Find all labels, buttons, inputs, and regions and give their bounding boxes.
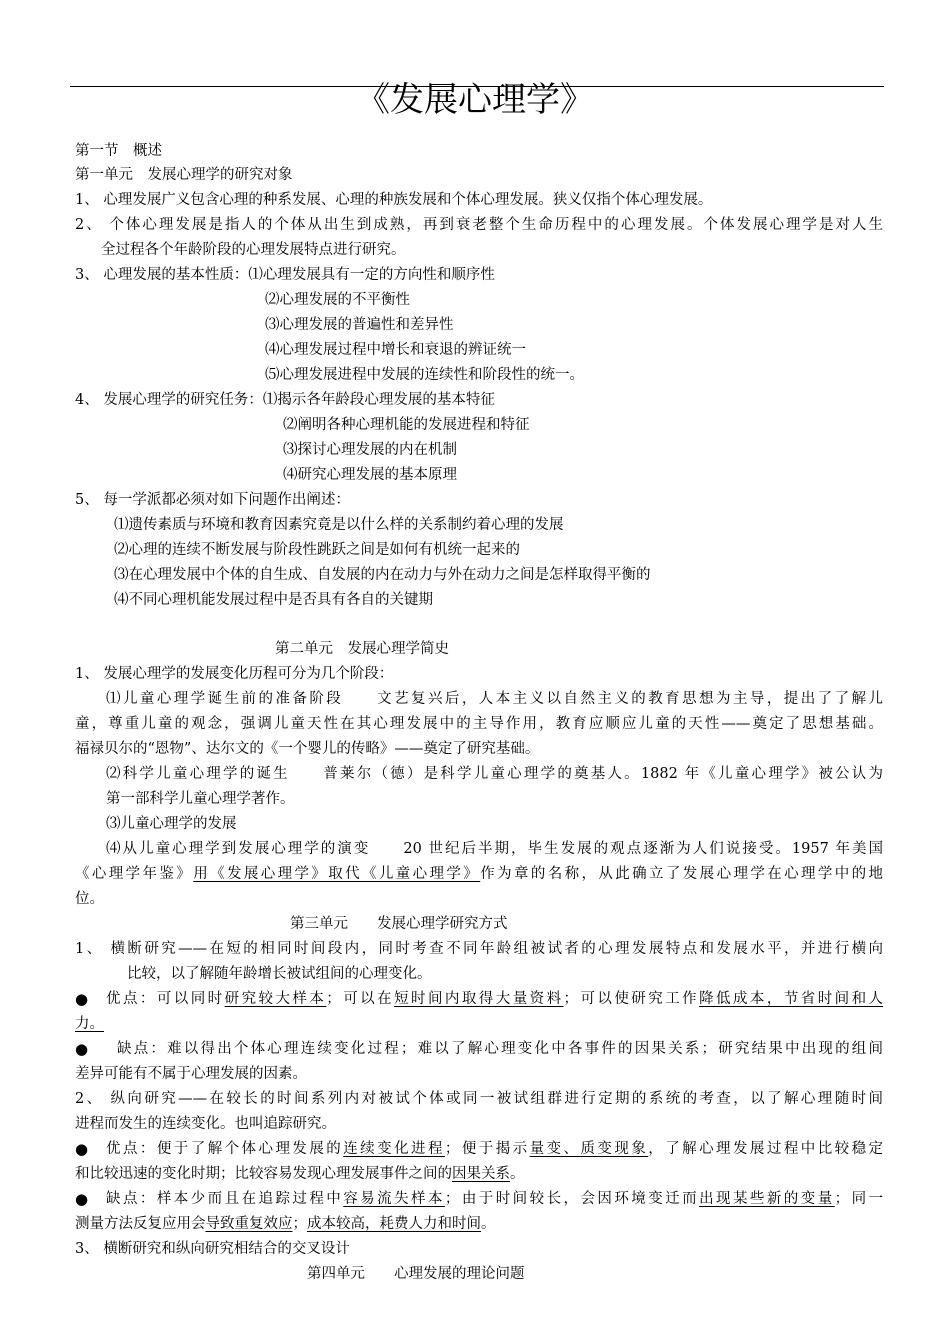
cross-sectional-advantages: 优点：可以同时研究较大样本；可以在短时间内取得大量资料；可以使研究工作降低成本，节省时间和人 (106, 991, 884, 1007)
document-title: 《发展心理学》 (356, 80, 594, 120)
unit1-item-3-sub: ⑶心理发展的普遍性和差异性 (265, 317, 454, 333)
unit3-item-1-cont: 比较，以了解随年龄增长被试组间的心理变化。 (127, 966, 432, 982)
unit1-heading: 第一单元 发展心理学的研究对象 (75, 167, 293, 183)
unit1-item-4-sub: ⑶探讨心理发展的内在机制 (283, 442, 457, 458)
unit2-stage-2: ⑵科学儿童心理学的诞生 普莱尔（德）是科学儿童心理学的奠基人。1882 年《儿童心理学》被公认为 (106, 766, 883, 782)
unit1-item-2: 2、 个体心理发展是指人的个体从出生到成熟，再到衰老整个生命历程中的心理发展。个体发展心理学是对人生 (75, 217, 883, 233)
unit3-item-2-cont: 进程而发生的连续变化。也叫追踪研究。 (75, 1116, 336, 1132)
unit1-item-5-sub: ⑶在心理发展中个体的自生成、自发展的内在动力与外在动力之间是怎样取得平衡的 (114, 567, 651, 583)
unit2-heading: 第二单元 发展心理学简史 (275, 641, 449, 657)
bullet-icon: ● (75, 1190, 89, 1208)
unit2-stage-4: ⑷从儿童心理学到发展心理学的演变 20 世纪后半期，毕生发展的观点逐渐为人们说接受。1957 年美国 (106, 841, 883, 857)
unit1-item-3-sub: ⑸心理发展进程中发展的连续性和阶段性的统一。 (265, 367, 584, 383)
unit1-item-3: 3、 心理发展的基本性质：⑴心理发展具有一定的方向性和顺序性 (75, 267, 495, 283)
unit1-item-4-sub: ⑵阐明各种心理机能的发展进程和特征 (283, 417, 530, 433)
section-heading: 第一节 概述 (75, 143, 162, 159)
cross-sectional-disadvantages: 缺点：难以得出个体心理连续变化过程；难以了解心理变化中各事件的因果关系；研究结果中出现的组间 (117, 1041, 883, 1057)
unit3-item-1: 1、 横断研究——在短的相同时间段内，同时考查不同年龄组被试者的心理发展特点和发展水平，并进行横向 (75, 941, 883, 957)
unit1-item-5-sub: ⑷不同心理机能发展过程中是否具有各自的关键期 (114, 592, 433, 608)
unit1-item-4: 4、 发展心理学的研究任务：⑴揭示各年龄段心理发展的基本特征 (75, 392, 495, 408)
unit2-stage-3: ⑶儿童心理学的发展 (106, 816, 237, 832)
unit1-item-5-sub: ⑴遗传素质与环境和教育因素究竟是以什么样的关系制约着心理的发展 (114, 517, 564, 533)
longitudinal-advantages: 优点：便于了解个体心理发展的连续变化进程；便于揭示量变、质变现象，了解心理发展过程中比较稳定 (106, 1141, 884, 1157)
unit2-stage-1-cont: 福禄贝尔的“恩物”、达尔文的《一个婴儿的传略》——奠定了研究基础。 (75, 741, 540, 757)
unit2-item-1: 1、 发展心理学的发展变化历程可分为几个阶段： (75, 666, 394, 682)
unit3-heading: 第三单元 发展心理学研究方式 (290, 916, 508, 932)
unit1-item-5: 5、 每一学派都必须对如下问题作出阐述： (75, 492, 350, 508)
longitudinal-disadvantages: 缺点：样本少而且在追踪过程中容易流失样本；由于时间较长，会因环境变迁而出现某些新的变量；同一 (106, 1191, 884, 1207)
unit3-item-3: 3、 横断研究和纵向研究相结合的交叉设计 (75, 1241, 350, 1257)
cross-sectional-disadvantages-cont: 差异可能有不属于心理发展的因素。 (75, 1066, 307, 1082)
unit1-item-1: 1、 心理发展广义包含心理的种系发展、心理的种族发展和个体心理发展。狭义仅指个体心理发展。 (75, 192, 713, 208)
unit2-stage-1: ⑴儿童心理学诞生前的准备阶段 文艺复兴后，人本主义以自然主义的教育思想为主导，提出了了解儿 (106, 691, 883, 707)
bullet-icon: ● (75, 1140, 89, 1158)
unit2-stage-4-cont: 《心理学年鉴》用《发展心理学》取代《儿童心理学》作为章的名称，从此确立了发展心理学在心理学中的地 (75, 866, 884, 882)
unit4-heading: 第四单元 心理发展的理论问题 (307, 1266, 525, 1282)
unit1-item-5-sub: ⑵心理的连续不断发展与阶段性跳跃之间是如何有机统一起来的 (114, 542, 520, 558)
unit1-item-3-sub: ⑵心理发展的不平衡性 (265, 292, 410, 308)
unit1-item-4-sub: ⑷研究心理发展的基本原理 (283, 467, 457, 483)
longitudinal-disadvantages-cont: 测量方法反复应用会导致重复效应；成本较高，耗费人力和时间。 (75, 1216, 496, 1232)
unit2-stage-1-cont: 童，尊重儿童的观念，强调儿童天性在其心理发展中的主导作用，教育应顺应儿童的天性——奠定了思想基础。 (75, 716, 883, 732)
unit2-stage-2-cont: 第一部科学儿童心理学著作。 (106, 791, 295, 807)
unit2-stage-4-cont: 位。 (75, 891, 104, 907)
longitudinal-advantages-cont: 和比较迅速的变化时期；比较容易发现心理发展事件之间的因果关系。 (75, 1166, 525, 1182)
unit1-item-2-cont: 全过程各个年龄阶段的心理发展特点进行研究。 (101, 242, 406, 258)
unit3-item-2: 2、 纵向研究——在较长的时间系列内对被试个体或同一被试组群进行定期的系统的考查，以了解心理随时间 (75, 1091, 883, 1107)
cross-sectional-advantages-cont: 力。 (75, 1016, 104, 1032)
bullet-icon: ● (75, 1040, 89, 1058)
unit1-item-3-sub: ⑷心理发展过程中增长和衰退的辨证统一 (265, 342, 526, 358)
bullet-icon: ● (75, 990, 89, 1008)
